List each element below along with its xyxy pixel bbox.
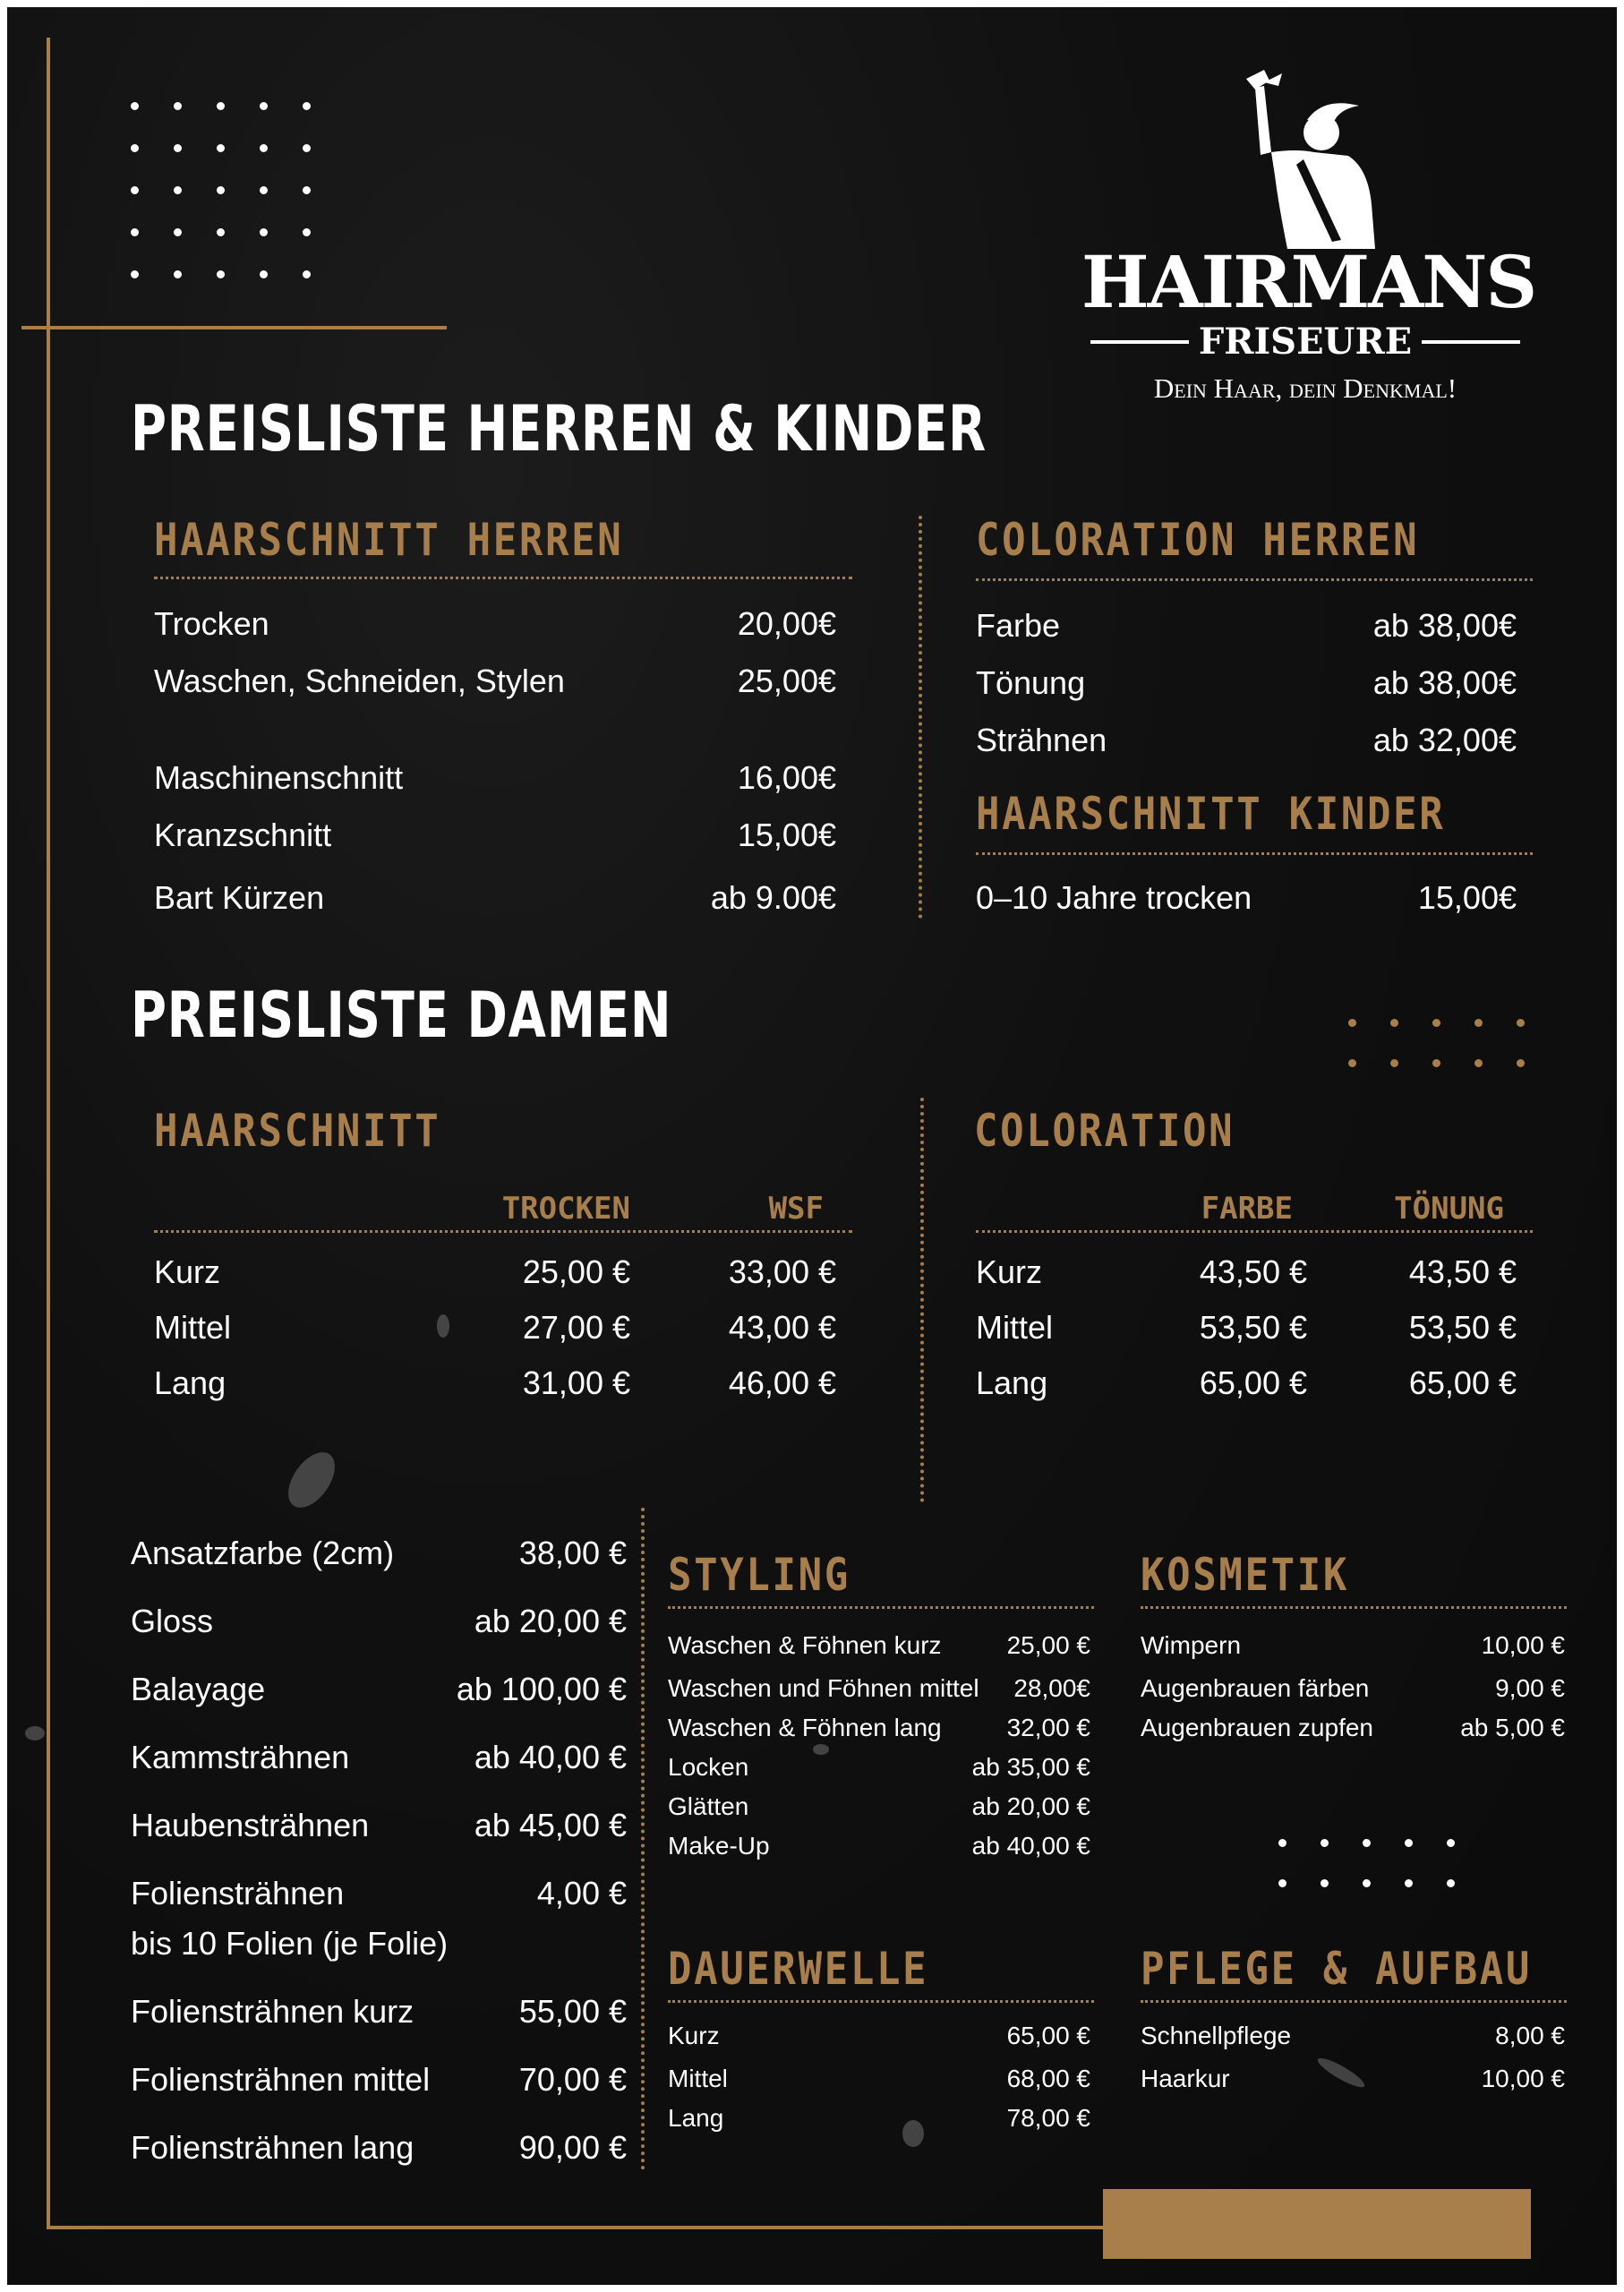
- table-row-label: Kurz: [976, 1253, 1043, 1290]
- heading-styling: STYLING: [668, 1549, 850, 1601]
- dot-grid-bottom-right: [1278, 1839, 1455, 1887]
- heading-kosmetik: KOSMETIK: [1141, 1549, 1350, 1601]
- frame-line-bottom: [47, 2226, 1112, 2229]
- table-row-label: Lang: [976, 1364, 1048, 1401]
- item-price: 55,00 €: [518, 1993, 627, 2030]
- texture-speck: [25, 1726, 45, 1740]
- item-price: ab 20,00 €: [971, 1792, 1090, 1820]
- divider-vertical: [641, 1508, 645, 2170]
- item-price: 68,00 €: [1006, 2065, 1090, 2092]
- item-label: Waschen und Föhnen mittel: [668, 1674, 979, 1702]
- item-price: 9,00 €: [1495, 1674, 1565, 1702]
- item-label: Trocken: [154, 605, 269, 642]
- title-damen: PREISLISTE DAMEN: [131, 979, 672, 1052]
- column-header: TROCKEN: [501, 1191, 630, 1227]
- item-label: Waschen & Föhnen kurz: [668, 1631, 942, 1659]
- item-label: Foliensträhnen kurz: [131, 1993, 415, 2030]
- divider-dotted: [668, 1606, 1094, 1609]
- heading-haarschnitt-kinder: HAARSCHNITT KINDER: [976, 788, 1446, 840]
- heading-pflege-aufbau: PFLEGE & AUFBAU: [1141, 1943, 1532, 1995]
- item-price: 65,00 €: [1006, 2022, 1090, 2049]
- item-label: Make-Up: [668, 1832, 770, 1860]
- item-label: Mittel: [668, 2065, 728, 2092]
- item-price: 25,00 €: [1006, 1631, 1090, 1659]
- item-label: Tönung: [976, 664, 1086, 701]
- item-price: 16,00€: [737, 759, 836, 796]
- item-price: ab 40,00 €: [971, 1832, 1090, 1860]
- item-label: Kranzschnitt: [154, 817, 332, 853]
- column-header: WSF: [768, 1191, 824, 1227]
- item-label: Farbe: [976, 607, 1061, 644]
- texture-speck: [813, 1744, 829, 1755]
- heading-haarschnitt-herren: HAARSCHNITT HERREN: [154, 514, 624, 566]
- item-price: ab 35,00 €: [971, 1753, 1090, 1781]
- table-cell: 65,00 €: [1199, 1364, 1307, 1401]
- item-price: 78,00 €: [1006, 2104, 1090, 2132]
- item-note: bis 10 Folien (je Folie): [131, 1925, 449, 1962]
- item-label: Foliensträhnen: [131, 1875, 345, 1911]
- logo-sub: FRISEURE: [1198, 321, 1413, 363]
- table-cell: 65,00 €: [1408, 1364, 1517, 1401]
- frame-line-left: [47, 38, 50, 2229]
- item-price: 28,00€: [1013, 1674, 1090, 1702]
- dot-grid-top-left: [131, 102, 311, 278]
- table-cell: 31,00 €: [522, 1364, 630, 1401]
- item-label: Haarkur: [1141, 2065, 1230, 2092]
- table-row-label: Kurz: [154, 1253, 221, 1290]
- item-label: 0–10 Jahre trocken: [976, 879, 1252, 916]
- column-header: TÖNUNG: [1394, 1191, 1504, 1227]
- warrior-icon: [1225, 70, 1386, 249]
- table-cell: 27,00 €: [522, 1309, 630, 1346]
- item-price: ab 40,00 €: [474, 1739, 627, 1775]
- texture-speck: [279, 1444, 345, 1516]
- table-row-label: Mittel: [154, 1309, 232, 1346]
- table-cell: 53,50 €: [1199, 1309, 1307, 1346]
- item-label: Locken: [668, 1753, 749, 1781]
- heading-haarschnitt-damen: HAARSCHNITT: [154, 1105, 441, 1157]
- table-cell: 46,00 €: [728, 1364, 836, 1401]
- texture-speck: [1315, 2054, 1368, 2091]
- item-label: Waschen, Schneiden, Stylen: [154, 663, 565, 699]
- item-label: Foliensträhnen mittel: [131, 2061, 431, 2098]
- table-row-label: Lang: [154, 1364, 227, 1401]
- divider-dotted: [976, 578, 1533, 581]
- accent-bar: [1103, 2189, 1531, 2259]
- table-cell: 53,50 €: [1408, 1309, 1517, 1346]
- item-label: Schnellpflege: [1141, 2022, 1292, 2049]
- item-label: Glätten: [668, 1792, 749, 1820]
- column-header: FARBE: [1201, 1191, 1293, 1227]
- item-label: Augenbrauen zupfen: [1141, 1714, 1373, 1741]
- logo: [1081, 70, 1536, 410]
- item-label: Waschen & Föhnen lang: [668, 1714, 942, 1741]
- item-label: Kammsträhnen: [131, 1739, 350, 1775]
- table-cell: 25,00 €: [522, 1253, 630, 1290]
- title-herren: PREISLISTE HERREN & KINDER: [131, 392, 987, 466]
- divider-dotted: [154, 1230, 852, 1233]
- item-price: 10,00 €: [1481, 2065, 1565, 2092]
- table-cell: 33,00 €: [728, 1253, 836, 1290]
- item-label: Kurz: [668, 2022, 720, 2049]
- divider-vertical: [920, 1098, 924, 1502]
- item-price: ab 20,00 €: [474, 1603, 627, 1639]
- item-price: ab 9.00€: [710, 879, 836, 916]
- divider-dotted: [1141, 2000, 1567, 2003]
- item-price: ab 5,00 €: [1460, 1714, 1565, 1741]
- item-label: Lang: [668, 2104, 724, 2132]
- table-cell: 43,50 €: [1199, 1253, 1307, 1290]
- item-price: ab 100,00 €: [456, 1671, 627, 1707]
- item-label: Wimpern: [1141, 1631, 1242, 1659]
- item-price: 90,00 €: [518, 2129, 627, 2166]
- heading-coloration-damen: COLORATION: [974, 1105, 1235, 1157]
- item-price: ab 45,00 €: [474, 1807, 627, 1843]
- item-label: Maschinenschnitt: [154, 759, 404, 796]
- item-label: Bart Kürzen: [154, 879, 325, 916]
- heading-dauerwelle: DAUERWELLE: [668, 1943, 929, 1995]
- logo-tagline: Dein Haar, dein Denkmal!: [1153, 372, 1457, 404]
- table-cell: 43,00 €: [728, 1309, 836, 1346]
- divider-dotted: [976, 1230, 1533, 1233]
- item-price: 32,00 €: [1006, 1714, 1090, 1741]
- frame-line-top: [21, 326, 447, 329]
- item-price: 15,00€: [1417, 879, 1517, 916]
- item-label: Strähnen: [976, 722, 1107, 758]
- logo-brand: HAIRMANS: [1081, 240, 1536, 324]
- item-label: Balayage: [131, 1671, 266, 1707]
- item-price: 15,00€: [737, 817, 836, 853]
- divider-vertical: [919, 516, 922, 919]
- divider-dotted: [1141, 1606, 1567, 1609]
- price-list-poster: [7, 7, 1617, 2285]
- item-price: 70,00 €: [518, 2061, 627, 2098]
- item-price: 8,00 €: [1495, 2022, 1565, 2049]
- item-price: ab 38,00€: [1372, 664, 1517, 701]
- item-label: Ansatzfarbe (2cm): [131, 1535, 395, 1571]
- table-cell: 43,50 €: [1408, 1253, 1517, 1290]
- item-price: ab 38,00€: [1372, 607, 1517, 644]
- item-label: Haubensträhnen: [131, 1807, 370, 1843]
- item-price: 20,00€: [737, 605, 836, 642]
- item-price: 10,00 €: [1481, 1631, 1565, 1659]
- item-label: Gloss: [131, 1603, 214, 1639]
- item-price: 4,00 €: [536, 1875, 627, 1911]
- item-price: 38,00 €: [518, 1535, 627, 1571]
- item-label: Foliensträhnen lang: [131, 2129, 415, 2166]
- item-label: Augenbrauen färben: [1141, 1674, 1370, 1702]
- item-price: 25,00€: [737, 663, 836, 699]
- heading-coloration-herren: COLORATION HERREN: [976, 514, 1420, 566]
- table-row-label: Mittel: [976, 1309, 1054, 1346]
- item-price: ab 32,00€: [1372, 722, 1517, 758]
- divider-dotted: [668, 2000, 1094, 2003]
- divider-dotted: [154, 577, 852, 579]
- divider-dotted: [976, 852, 1533, 855]
- dot-grid-right: [1348, 1019, 1525, 1067]
